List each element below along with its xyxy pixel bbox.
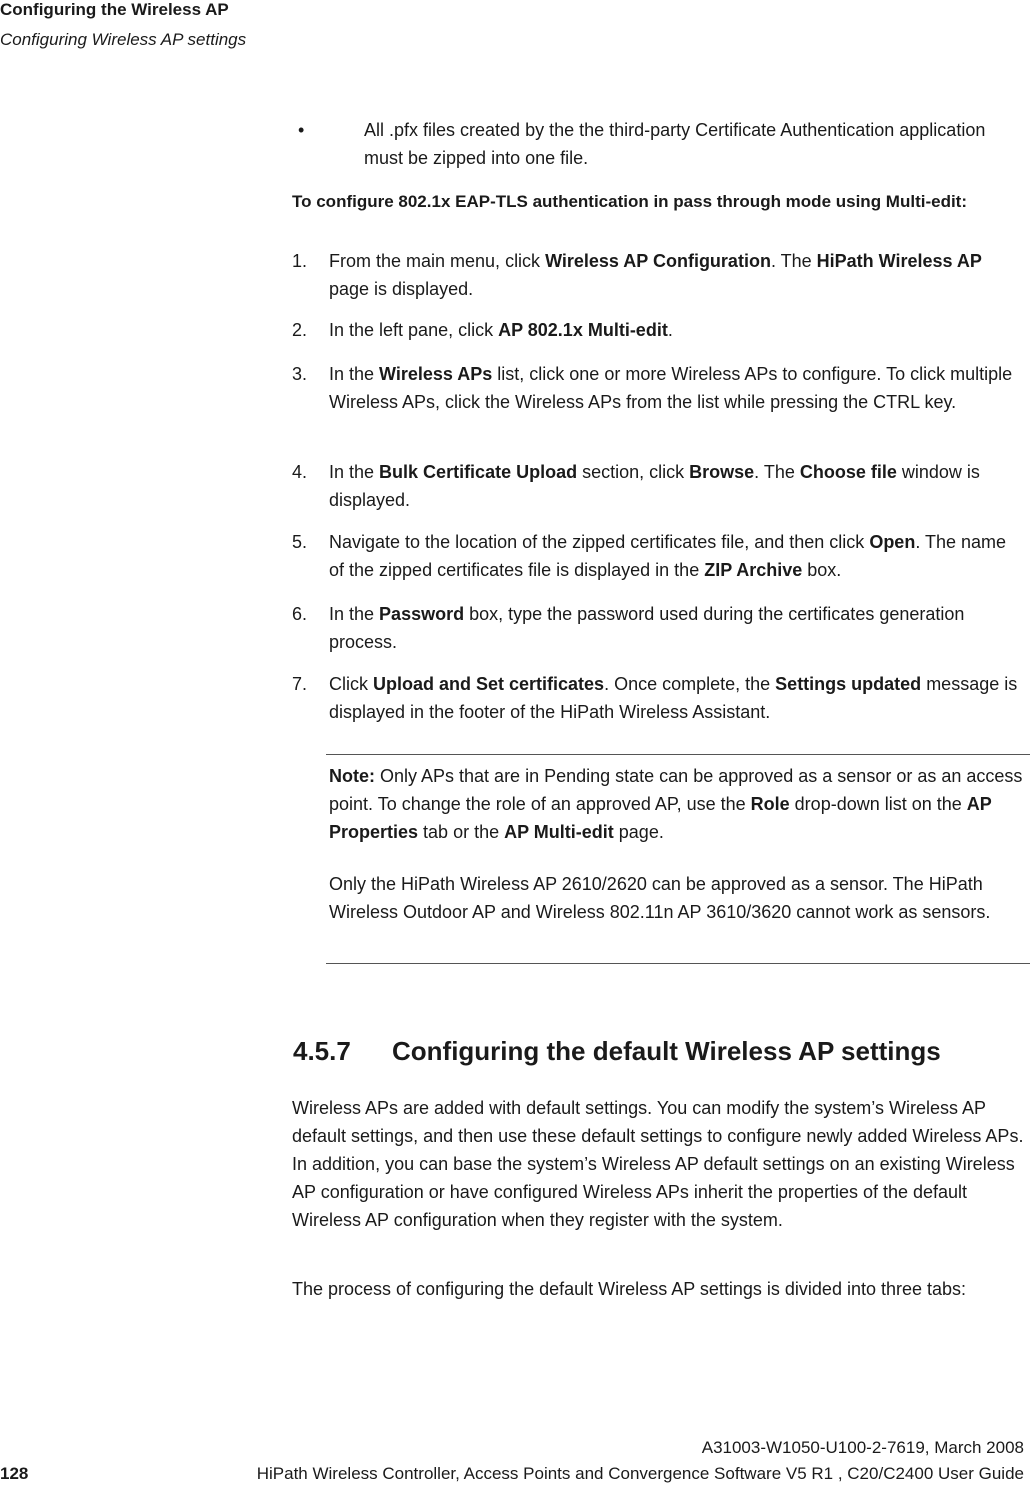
footer-guide-title: HiPath Wireless Controller, Access Points and Convergence Software V5 R1 , C20/C2400 User Guide: [256, 1464, 1024, 1483]
note-paragraph: Note: Only APs that are in Pending state can be approved as a sensor or as an access point. To change the role of an approved AP, use the Role drop-down list on the AP Properties tab or the AP Multi-edit page.: [329, 766, 1023, 842]
step-text: Click Upload and Set certificates. Once complete, the Settings updated message is displayed in the footer of the HiPath Wireless Assistant.: [329, 674, 1018, 722]
footer-doc-id: A31003-W1050-U100-2-7619, March 2008: [701, 1438, 1024, 1457]
section-heading: [293, 1035, 941, 1067]
step-text: Navigate to the location of the zipped certificates file, and then click Open. The name of the zipped certificates file is displayed in the ZIP Archive box.: [329, 532, 1007, 580]
footer-page-number: 128: [0, 1464, 29, 1483]
body-paragraph: Wireless APs are added with default settings. You can modify the system’s Wireless AP default settings, and then use these default settings to configure newly added Wireless APs. In addition, you can base the system’s Wireless AP default settings on an existing Wireless AP configuration or have configured Wireless APs inherit the properties of the default Wireless AP configuration when they register with the system.: [292, 1098, 1024, 1230]
step-number: 4.: [292, 462, 308, 482]
step-number: 7.: [292, 674, 308, 694]
section-title: Configuring the default Wireless AP settings: [392, 1036, 941, 1066]
note-top-rule: [326, 754, 1030, 755]
running-header-chapter: Configuring the Wireless AP: [0, 0, 229, 19]
note-paragraph: Only the HiPath Wireless AP 2610/2620 can be approved as a sensor. The HiPath Wireless Outdoor AP and Wireless 802.11n AP 3610/3620 cannot work as sensors.: [329, 874, 991, 922]
bullet-dot: •: [298, 120, 305, 140]
step-number: 5.: [292, 532, 308, 552]
step-number: 2.: [292, 320, 308, 340]
step-number: 1.: [292, 251, 308, 271]
step-text: In the left pane, click AP 802.1x Multi-edit.: [329, 320, 673, 340]
step-text: In the Bulk Certificate Upload section, click Browse. The Choose file window is displayed.: [329, 462, 980, 510]
procedure-heading: To configure 802.1x EAP-TLS authentication in pass through mode using Multi-edit:: [292, 192, 967, 211]
step-number: 6.: [292, 604, 308, 624]
note-bottom-rule: [326, 963, 1030, 964]
body-paragraph: The process of configuring the default Wireless AP settings is divided into three tabs:: [292, 1279, 967, 1299]
section-number: 4.5.7: [293, 1036, 351, 1066]
running-header-section: Configuring Wireless AP settings: [0, 30, 247, 49]
note-label: Note:: [329, 766, 375, 786]
step-text: In the Wireless APs list, click one or more Wireless APs to configure. To click multiple Wireless APs, click the Wireless APs from the list while pressing the CTRL key.: [329, 364, 1013, 412]
step-number: 3.: [292, 364, 308, 384]
bullet-text: All .pfx files created by the the third-party Certificate Authentication application must be zipped into one file.: [364, 120, 986, 168]
step-text: In the Password box, type the password used during the certificates generation process.: [329, 604, 965, 652]
step-text: From the main menu, click Wireless AP Configuration. The HiPath Wireless AP page is displayed.: [329, 251, 982, 299]
